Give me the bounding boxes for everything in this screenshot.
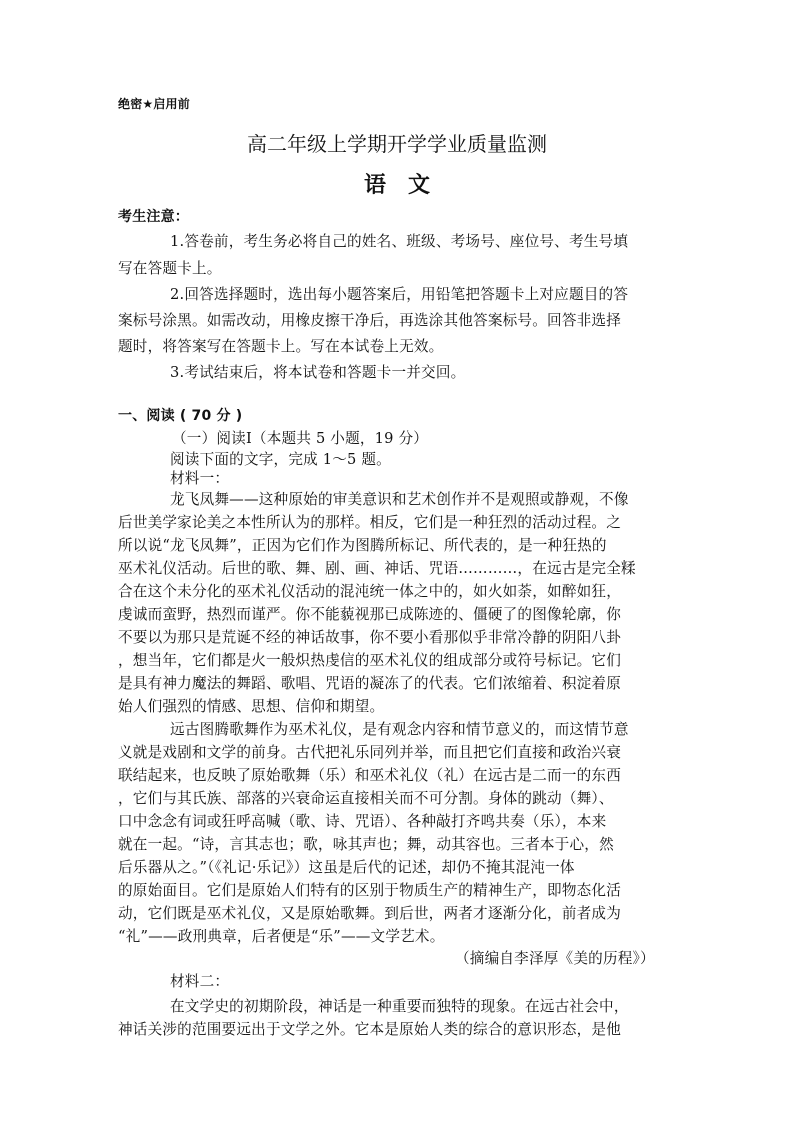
material-label: 材料一： <box>170 470 230 487</box>
material-label: 材料二： <box>170 973 230 990</box>
paragraph-line: 虔诚而蛮野，热烈而谨严。你不能藐视那已成陈迹的、僵硬了的图像轮廓，你 <box>118 606 621 623</box>
paragraph-line: “礼”——政刑典章，后者便是“乐”——文学艺术。 <box>118 928 445 945</box>
reading-instruction: 阅读下面的文字，完成 1～5 题。 <box>170 451 391 468</box>
paragraph-line: 所以说“龙飞凤舞”，正因为它们作为图腾所标记、所代表的，是一种狂热的 <box>118 537 607 554</box>
paragraph-line: ，想当年，它们都是火一般炽热虔信的巫术礼仪的组成部分或符号标记。它们 <box>118 652 621 669</box>
confidential-label: 绝密★启用前 <box>118 97 190 111</box>
notice-line: 1.答卷前，考生务必将自己的姓名、班级、考场号、座位号、考生号填 <box>170 233 629 250</box>
paragraph-line: 远古图腾歌舞作为巫术礼仪，是有观念内容和情节意义的，而这情节意 <box>170 721 629 738</box>
paragraph-line: 是具有神力魔法的舞蹈、歌唱、咒语的凝冻了的代表。它们浓缩着、积淀着原 <box>118 675 621 692</box>
paragraph-line: 巫术礼仪活动。后世的歌、舞、剧、画、神话、咒语…………，在远古是完全糅 <box>118 560 636 577</box>
exam-title: 高二年级上学期开学学业质量监测 <box>247 132 547 156</box>
paragraph-line: 始人们强烈的情感、思想、信仰和期望。 <box>118 698 385 715</box>
paragraph-line: 在文学史的初期阶段，神话是一种重要而独特的现象。在远古社会中， <box>170 998 629 1015</box>
paragraph-line: 义就是戏剧和文学的前身。古代把礼乐同列并举，而且把它们直接和政治兴衰 <box>118 744 621 761</box>
paragraph-line: 口中念念有词或狂呼高喊（歌、诗、咒语）、各种敲打齐鸣共奏（乐），本来 <box>118 813 607 830</box>
paragraph-line: 的原始面目。它们是原始人们特有的区别于物质生产的精神生产，即物态化活 <box>118 882 621 899</box>
section-heading: 一、阅读 ( 70 分 ) <box>118 408 243 424</box>
paragraph-line: 就在一起。“诗，言其志也；歌，咏其声也；舞，动其容也。三者本于心，然 <box>118 836 614 853</box>
paragraph-line: 联结起来，也反映了原始歌舞（乐）和巫术礼仪（礼）在远古是二而一的东西 <box>118 767 621 784</box>
subject-title: 语 文 <box>363 173 430 198</box>
paragraph-line: 合在这个未分化的巫术礼仪活动的混沌统一体之中的，如火如荼，如醉如狂， <box>118 583 621 600</box>
notice-heading: 考生注意： <box>118 209 189 225</box>
paragraph-line: 后乐器从之。”（《礼记·乐记》）这虽是后代的记述，却仍不掩其混沌一体 <box>118 859 575 876</box>
paragraph-line: 龙飞凤舞——这种原始的审美意识和艺术创作并不是观照或静观，不像 <box>170 491 629 508</box>
subsection-heading: （一）阅读Ⅰ（本题共 5 小题，19 分） <box>172 430 429 447</box>
notice-line: 案标号涂黑。如需改动，用橡皮擦干净后，再选涂其他答案标号。回答非选择 <box>118 312 621 329</box>
paragraph-line: 后世美学家论美之本性所认为的那样。相反，它们是一种狂烈的活动过程。之 <box>118 514 621 531</box>
paragraph-line: 不要以为那只是荒诞不经的神话故事，你不要小看那似乎非常冷静的阴阳八卦 <box>118 629 621 646</box>
paragraph-line: 神话关涉的范围要远出于文学之外。它本是原始人类的综合的意识形态，是他 <box>118 1021 621 1038</box>
notice-line: 2.回答选择题时，选出每小题答案后，用铅笔把答题卡上对应题目的答 <box>170 286 629 303</box>
source-citation: （摘编自李泽厚《美的历程》） <box>455 950 655 967</box>
notice-line: 写在答题卡上。 <box>118 260 222 277</box>
paragraph-line: ，它们与其氏族、部落的兴衰命运直接相关而不可分割。身体的跳动（舞）、 <box>118 790 614 807</box>
paragraph-line: 动，它们既是巫术礼仪，又是原始歌舞。到后世，两者才逐渐分化，前者成为 <box>118 905 621 922</box>
notice-line: 3.考试结束后，将本试卷和答题卡一并交回。 <box>170 364 466 381</box>
notice-line: 题时，将答案写在答题卡上。写在本试卷上无效。 <box>118 338 444 355</box>
